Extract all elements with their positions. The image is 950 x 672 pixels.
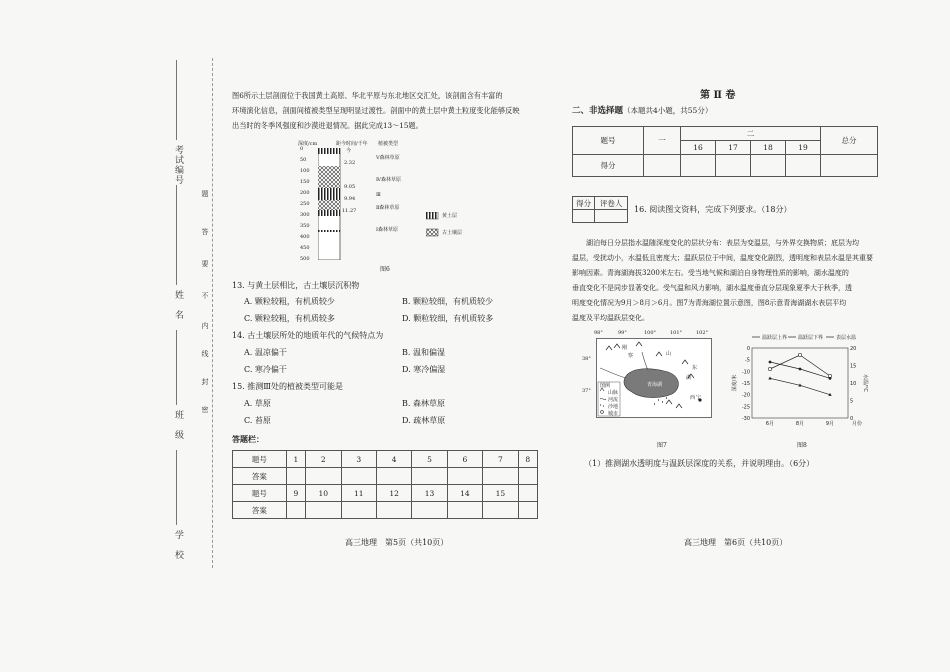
score-table (572, 126, 878, 177)
score-input[interactable] (716, 155, 751, 177)
intro-line: 出当时的冬季风强度和沙漠进退情况。据此完成13～15题。 (232, 121, 423, 130)
school-label: 学 校 (173, 530, 183, 560)
score-input[interactable] (751, 155, 786, 177)
q13-option-d: D. 颗粒较细，有机质较多 (402, 314, 494, 323)
legend-item: 城市 (608, 411, 619, 417)
lat-label: 37° (582, 388, 591, 394)
answer-cell: 14 (447, 485, 482, 502)
name-label: 姓 名 (173, 290, 183, 320)
layer-paleosol (318, 200, 340, 210)
left-page-footer: 高三地理 第5页（共10页） (345, 538, 449, 547)
q13-option-c: C. 颗粒较粗，有机质较多 (244, 314, 335, 323)
q15-option-b: B. 森林草原 (402, 399, 445, 408)
q14-option-c: C. 寒冷偏干 (244, 365, 287, 374)
score-header: 总分 (821, 127, 878, 155)
q16-line: 温度及平均温跃层变化。 (572, 314, 649, 322)
veg-label: Ⅱ森林草原 (376, 205, 400, 211)
seal-char: 题 (201, 190, 209, 198)
figure6-column (318, 148, 342, 260)
volume-title: 第 Ⅱ 卷 (700, 90, 736, 101)
score-input[interactable] (644, 155, 681, 177)
q13-stem: 13. 与黄土层相比，古土壤层沉积物 (232, 281, 360, 290)
q13-option-b: B. 颗粒较细，有机质较少 (402, 297, 493, 306)
data-point (769, 361, 772, 364)
legend-label: 温跃层下界 (798, 335, 824, 341)
y2-tick-label: 20 (850, 346, 857, 352)
intro-line: 环境演化信息，剖面间植被类型呈现明显过渡性。剖面中的黄土层中黄土粒度变化能够反映 (232, 106, 520, 115)
y-axis-label: 深度/米 (732, 374, 738, 392)
q14-stem: 14. 古土壤层所处的地质年代的气候特点为 (232, 331, 384, 340)
time-label: 9.05 (344, 184, 356, 190)
layer-loess (318, 210, 340, 216)
depth-tick: 100 (300, 168, 310, 174)
q15-stem: 15. 推测Ⅲ处的植被类型可能是 (232, 382, 343, 391)
lon-label: 99° (618, 330, 627, 336)
answer-cell: 题号 (233, 485, 287, 502)
score-input[interactable] (681, 155, 716, 177)
lat-label: 38° (582, 356, 591, 362)
answer-cell: 1 (286, 451, 305, 468)
answer-cell: 4 (376, 451, 411, 468)
score-header: 19 (786, 141, 821, 155)
depth-tick: 150 (300, 179, 310, 185)
series-line-2 (770, 355, 830, 376)
section-title (572, 104, 712, 116)
answer-cell: 6 (447, 451, 482, 468)
answer-cell: 5 (412, 451, 447, 468)
veg-label: Ⅰ森林草原 (376, 227, 398, 233)
answer-input[interactable] (412, 468, 447, 485)
seal-char: 封 (201, 378, 209, 386)
q16-title: 16. 阅读图文资料，完成下列要求。（18分） (634, 205, 792, 214)
legend-item: 沙地 (608, 404, 619, 410)
time-label: 9.94 (344, 196, 356, 202)
answer-cell: 8 (518, 451, 537, 468)
q16-score-box (572, 196, 628, 223)
q16-score-header: 得分 (573, 197, 595, 210)
answer-input[interactable] (483, 468, 518, 485)
y-tick-label: 0 (746, 346, 750, 352)
q15-option-a: A. 草原 (244, 399, 271, 408)
figure8-caption: 图8 (797, 442, 807, 449)
depth-tick: 400 (300, 234, 310, 240)
time-label: 2.32 (344, 160, 356, 166)
lake-label: 青海湖 (647, 382, 663, 388)
time-label: 今 (346, 148, 352, 154)
depth-tick: 450 (300, 245, 310, 251)
legend-title: 图例 (600, 383, 611, 389)
exam-number-line (176, 60, 178, 140)
legend-item: 河流 (608, 397, 619, 403)
class-line (176, 330, 178, 405)
answer-cell: 9 (286, 485, 305, 502)
layer-loess (318, 148, 340, 154)
time-label: 11.27 (342, 208, 357, 214)
answer-input[interactable] (447, 502, 482, 519)
depth-tick: 300 (300, 212, 310, 218)
q14-option-a: A. 温凉偏干 (244, 348, 287, 357)
figure6-caption: 图6 (380, 266, 390, 273)
veg-label: Ⅳ森林草原 (376, 177, 401, 183)
q14-option-b: B. 温和偏湿 (402, 348, 445, 357)
q16-line: 湖泊每日分层指水温随深度变化的层状分布：表层为变温层，与外界交换物质；底层为均 (586, 239, 859, 247)
seal-char: 不 (201, 292, 209, 300)
answer-cell: 13 (412, 485, 447, 502)
data-point (769, 368, 772, 371)
data-point (799, 354, 802, 357)
seal-char: 线 (201, 350, 209, 358)
lon-label: 101° (670, 330, 683, 336)
depth-tick: 250 (300, 201, 310, 207)
answer-table (232, 450, 538, 519)
score-header: 二 (681, 127, 821, 141)
score-header: 题号 (573, 127, 644, 155)
q16-reviewer-input[interactable] (595, 210, 628, 223)
figure7-caption: 图7 (657, 442, 667, 449)
score-header: 得分 (573, 155, 644, 177)
q16-line: 温层，受扰动小，水温低且密度大；温跃层位于中间，温度变化剧烈，透明度和表层水温是其重要 (572, 254, 873, 262)
school-line (176, 450, 178, 525)
x-tick-label: 8月 (795, 421, 805, 427)
score-header: 18 (751, 141, 786, 155)
x-tick-label: 6月 (765, 421, 775, 427)
q16-score-input[interactable] (573, 210, 595, 223)
figure-6 (298, 140, 478, 270)
name-line (176, 185, 178, 285)
figure6-time-header: 距今时间/千年 (336, 141, 368, 147)
answer-input[interactable] (483, 502, 518, 519)
depth-tick: 50 (300, 157, 307, 163)
lon-label: 98° (594, 330, 603, 336)
data-point (768, 377, 771, 380)
place-label: 东 (692, 365, 698, 371)
section-note: （本题共4小题，共55分） (623, 106, 713, 115)
q16-1-answer-area[interactable] (584, 474, 884, 530)
veg-label: Ⅴ森林草原 (376, 155, 400, 161)
figure6-veg-header: 植被类型 (378, 141, 399, 147)
figure8-svg (730, 332, 880, 436)
answer-cell: 3 (341, 451, 376, 468)
binding-seal-line (212, 58, 214, 568)
answer-cell: 2 (306, 451, 341, 468)
y-tick-label: -20 (741, 392, 750, 399)
lon-label: 102° (696, 330, 709, 336)
q16-paragraph (572, 236, 884, 326)
figure-7-map (582, 330, 720, 430)
place-label: 刚 (622, 345, 628, 351)
layer-loess (318, 188, 340, 200)
answer-cell: 题号 (233, 451, 287, 468)
figure6-legend-swatches (426, 212, 440, 238)
q16-line: 垂直变化不是同步显著变化。受气温和风力影响，湖水温度垂直分层现象夏季大于秋季，透 (572, 284, 852, 292)
answer-input[interactable] (412, 502, 447, 519)
answer-input[interactable] (286, 468, 305, 485)
answer-input[interactable] (341, 502, 376, 519)
answer-input[interactable] (306, 502, 341, 519)
class-label: 班 级 (173, 410, 183, 440)
y-tick-label: -15 (741, 381, 750, 387)
q16-line: 影响因素。青海湖海拔3200米左右。受当地气候和湖泊自身物理性质的影响，湖水温度的 (572, 269, 849, 277)
legend-loess: 黄土层 (442, 213, 458, 219)
legend-label: 表层水温 (836, 335, 857, 341)
score-header: 16 (681, 141, 716, 155)
plot-frame (752, 348, 848, 418)
q16-subquestion-1: （1）推测湖水透明度与温跃层深度的关系，并说明理由。（6分） (584, 459, 815, 468)
x-unit-label: 月份 (852, 421, 863, 427)
seal-char: 内 (201, 322, 209, 330)
exam-number-label: 考试编号 (173, 145, 183, 185)
place-label: 西 (690, 395, 696, 401)
score-input[interactable] (786, 155, 821, 177)
y2-axis-label: 水温/°C (862, 374, 868, 392)
answer-input[interactable] (447, 468, 482, 485)
legend-label: 温跃层上界 (762, 335, 788, 341)
y2-tick-label: 0 (850, 416, 854, 422)
answer-cell: 12 (376, 485, 411, 502)
answer-cell: 答案 (233, 502, 287, 519)
answer-input[interactable] (376, 502, 411, 519)
intro-line: 图6所示土层剖面位于我国黄土高原、华北平原与东北地区交汇处，该剖面含有丰富的 (232, 91, 503, 100)
seal-char: 密 (201, 406, 209, 414)
seal-char: 要 (201, 260, 209, 268)
score-header: 17 (716, 141, 751, 155)
y2-tick-label: 10 (850, 381, 857, 387)
q15-option-c: C. 苔原 (244, 416, 271, 425)
y-tick-label: -5 (745, 357, 750, 364)
answer-input[interactable] (306, 468, 341, 485)
data-point (829, 375, 832, 378)
q16-score-header: 评卷人 (595, 197, 628, 210)
answer-cell: 10 (306, 485, 341, 502)
depth-tick: 500 (300, 256, 310, 262)
place-label: 察 (628, 353, 634, 359)
answer-cell: 7 (483, 451, 518, 468)
score-header: 一 (644, 127, 681, 155)
answer-input[interactable] (376, 468, 411, 485)
y-tick-label: -10 (741, 369, 750, 376)
answer-input[interactable] (286, 502, 305, 519)
lon-label: 100° (644, 330, 657, 336)
seal-char: 答 (201, 228, 209, 236)
data-point (799, 368, 802, 371)
layer-paleosol (318, 166, 340, 188)
answer-cell: 答案 (233, 468, 287, 485)
y2-tick-label: 5 (850, 398, 854, 405)
place-label: 湖 (686, 375, 692, 381)
legend-paleosol: 古土壤层 (442, 230, 463, 236)
section-title-text: 二、非选择题 (572, 106, 624, 116)
score-input[interactable] (821, 155, 878, 177)
layer-loess (318, 230, 340, 232)
answer-cell (518, 485, 537, 502)
answer-cell: 11 (341, 485, 376, 502)
answer-cell: 15 (483, 485, 518, 502)
x-tick-label: 9月 (825, 421, 835, 427)
veg-label: Ⅲ (376, 192, 381, 198)
depth-tick: 200 (300, 190, 310, 196)
answer-input[interactable] (518, 502, 537, 519)
answer-input[interactable] (341, 468, 376, 485)
legend-item: 山脉 (608, 390, 619, 396)
y-tick-label: -30 (741, 416, 750, 422)
answer-label: 答题栏： (232, 434, 264, 444)
place-label: 宁 (696, 395, 702, 401)
depth-tick: 0 (300, 146, 304, 152)
y-tick-label: -25 (741, 404, 750, 411)
place-label: 山 (666, 351, 672, 357)
figure-8-chart (730, 332, 880, 436)
y2-tick-label: 15 (850, 363, 857, 370)
intro-paragraph (232, 88, 544, 133)
right-page-footer: 高三地理 第6页（共10页） (684, 538, 788, 547)
q16-line: 明度变化情况为9月＞8月＞6月。图7为青海湖位置示意图，图8示意青海湖湖水表层平均 (572, 299, 847, 307)
depth-tick: 350 (300, 223, 310, 229)
q14-option-d: D. 寒冷偏湿 (402, 365, 446, 374)
q13-option-a: A. 颗粒较粗，有机质较少 (244, 297, 335, 306)
answer-input[interactable] (518, 468, 537, 485)
q15-option-d: D. 疏林草原 (402, 416, 446, 425)
figure6-depth-header: 深度/cm (298, 141, 318, 147)
